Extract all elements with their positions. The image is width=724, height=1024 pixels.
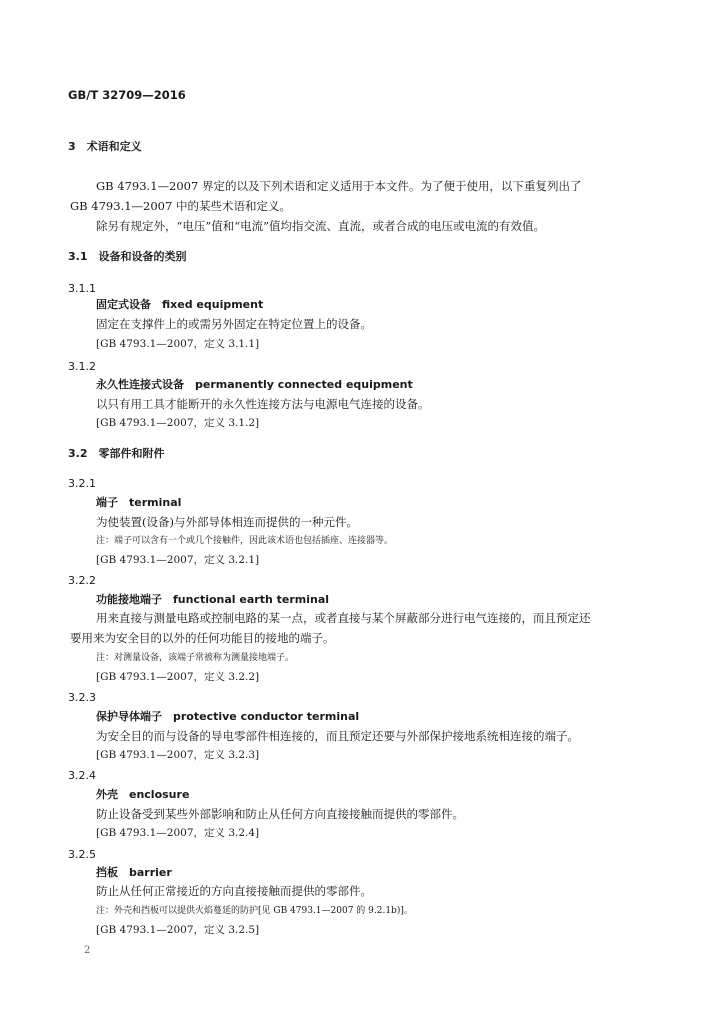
- section-3-2-title: 3.2 零部件和附件: [68, 447, 165, 460]
- section-3-title: 3 术语和定义: [68, 140, 142, 153]
- entry-number: 3.2.3: [68, 691, 96, 704]
- term-definition: 为使装置(设备)与外部导体相连而提供的一种元件。: [96, 515, 358, 529]
- term-definition: 固定在支撑件上的或需另外固定在特定位置上的设备。: [96, 317, 372, 331]
- term-heading: 端子 terminal: [96, 496, 182, 509]
- term-heading: 挡板 barrier: [96, 866, 172, 879]
- term-source: [GB 4793.1—2007，定义 3.1.2]: [96, 417, 260, 429]
- page-number: 2: [84, 945, 91, 956]
- term-source: [GB 4793.1—2007，定义 3.1.1]: [96, 338, 260, 350]
- entry-number: 3.2.4: [68, 769, 96, 782]
- term-note: 注：端子可以含有一个或几个接触件，因此该术语也包括插座、连接器等。: [96, 536, 394, 546]
- term-definition: 防止设备受到某些外部影响和防止从任何方向直接接触而提供的零部件。: [96, 807, 464, 821]
- term-heading: 保护导体端子 protective conductor terminal: [96, 710, 360, 723]
- term-heading: 功能接地端子 functional earth terminal: [96, 593, 330, 606]
- term-heading: 固定式设备 fixed equipment: [96, 298, 264, 311]
- term-heading: 永久性连接式设备 permanently connected equipment: [96, 378, 413, 391]
- entry-number: 3.2.2: [68, 574, 96, 587]
- entry-number: 3.1.1: [68, 282, 96, 295]
- term-definition: 防止从任何正常接近的方向直接接触而提供的零部件。: [96, 884, 372, 898]
- entry-number: 3.2.1: [68, 477, 96, 490]
- entry-number: 3.1.2: [68, 360, 96, 373]
- term-note: 注：外壳和挡板可以提供火焰蔓延的防护[见 GB 4793.1—2007 的 9.2.1b)]。: [96, 906, 413, 916]
- entry-number: 3.2.5: [68, 848, 96, 861]
- term-note: 注：对测量设备，该端子常被称为测量接地端子。: [96, 653, 295, 663]
- term-source: [GB 4793.1—2007，定义 3.2.4]: [96, 827, 260, 839]
- standard-code-header: GB/T 32709—2016: [68, 88, 186, 102]
- term-source: [GB 4793.1—2007，定义 3.2.2]: [96, 671, 260, 683]
- term-definition-line-1: 用来直接与测量电路或控制电路的某一点，或者直接与某个屏蔽部分进行电气连接的，而且预定还: [96, 611, 591, 625]
- term-source: [GB 4793.1—2007，定义 3.2.5]: [96, 924, 260, 936]
- paragraph-1-line-1: GB 4793.1—2007 界定的以及下列术语和定义适用于本文件。为了便于使用，以下重复列出了: [96, 179, 582, 193]
- section-3-1-title: 3.1 设备和设备的类别: [68, 250, 187, 263]
- term-definition-line-2: 要用来为安全目的以外的任何功能目的接地的端子。: [70, 631, 335, 645]
- term-definition: 为安全目的而与设备的导电零部件相连接的，而且预定还要与外部保护接地系统相连接的端子。: [96, 729, 579, 743]
- term-heading: 外壳 enclosure: [96, 788, 190, 801]
- term-source: [GB 4793.1—2007，定义 3.2.3]: [96, 749, 260, 761]
- term-source: [GB 4793.1—2007，定义 3.2.1]: [96, 554, 260, 566]
- term-definition: 以只有用工具才能断开的永久性连接方法与电源电气连接的设备。: [96, 397, 430, 411]
- paragraph-2: 除另有规定外，“电压”值和“电流”值均指交流、直流，或者合成的电压或电流的有效值。: [96, 219, 546, 233]
- paragraph-1-line-2: GB 4793.1—2007 中的某些术语和定义。: [70, 199, 291, 213]
